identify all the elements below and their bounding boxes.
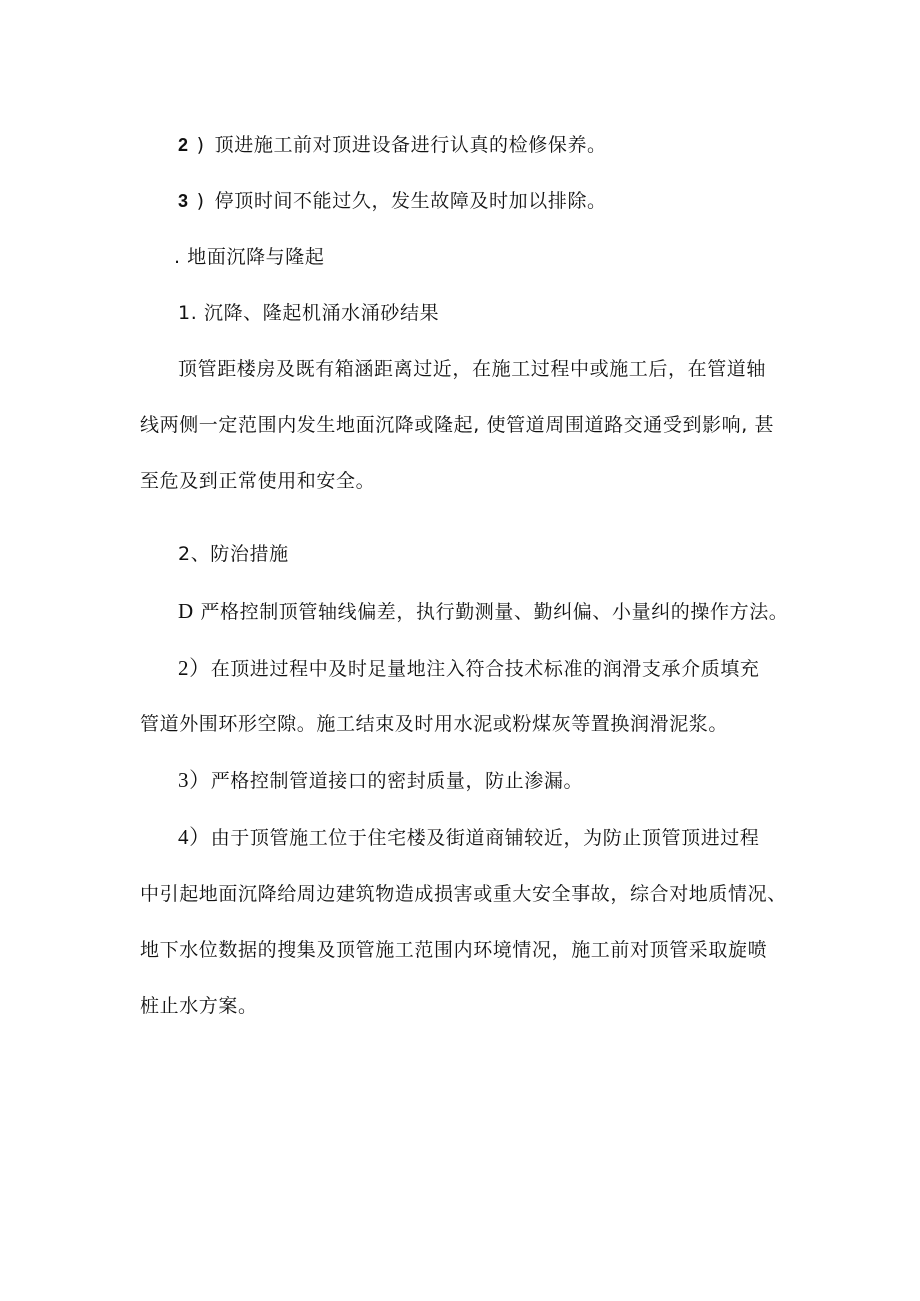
item-2 — [178, 132, 607, 158]
heading-surface-settlement: . 地面沉降与隆起 — [174, 246, 325, 268]
item-3 — [178, 188, 607, 214]
measure-2-line1 — [178, 655, 760, 682]
measure-4-number: 4） — [178, 825, 211, 849]
measure-1-text: 严格控制顶管轴线偏差，执行勤测量、勤纠偏、小量纠的操作方法。 — [200, 601, 789, 623]
item-2-number: 2 — [178, 135, 189, 155]
measure-4-text-line1: 由于顶管施工位于住宅楼及街道商铺较近，为防止顶管顶进过程 — [210, 827, 760, 849]
measure-3 — [178, 767, 583, 794]
para1-line1: 顶管距楼房及既有箱涵距离过近，在施工过程中或施工后，在管道轴 — [178, 358, 767, 380]
item-3-number: 3 — [178, 191, 189, 211]
measure-1 — [178, 598, 788, 625]
measure-4-line3: 地下水位数据的搜集及顶管施工范围内环境情况，施工前对顶管采取旋喷 — [140, 939, 768, 961]
measure-3-number: 3） — [178, 768, 211, 792]
item-3-text: 停顶时间不能过久，发生故障及时加以排除。 — [214, 190, 607, 212]
measure-2-text-line1: 在顶进过程中及时足量地注入符合技术标准的润滑支承介质填充 — [210, 658, 760, 680]
measure-4-line1 — [178, 824, 760, 851]
measure-2-line2: 管道外围环形空隙。施工结束及时用水泥或粉煤灰等置换润滑泥浆。 — [140, 713, 729, 735]
para1-line3: 至危及到正常使用和安全。 — [140, 470, 376, 492]
subheading-1: 1. 沉降、隆起机涌水涌砂结果 — [178, 302, 440, 324]
measure-1-number: D — [178, 599, 194, 623]
para1-line2: 线两侧一定范围内发生地面沉降或隆起, 使管道周围道路交通受到影响, 甚 — [140, 414, 775, 436]
item-3-paren: ) — [196, 190, 205, 212]
item-2-text: 顶进施工前对顶进设备进行认真的检修保养。 — [214, 134, 607, 156]
measure-2-number: 2） — [178, 656, 211, 680]
measure-4-line2: 中引起地面沉降给周边建筑物造成损害或重大安全事故，综合对地质情况、 — [140, 883, 787, 905]
measure-4-line4: 桩止水方案。 — [140, 995, 258, 1017]
measure-3-text: 严格控制管道接口的密封质量，防止渗漏。 — [210, 770, 584, 792]
item-2-paren: ) — [196, 134, 205, 156]
subheading-2: 2、防治措施 — [178, 543, 289, 565]
